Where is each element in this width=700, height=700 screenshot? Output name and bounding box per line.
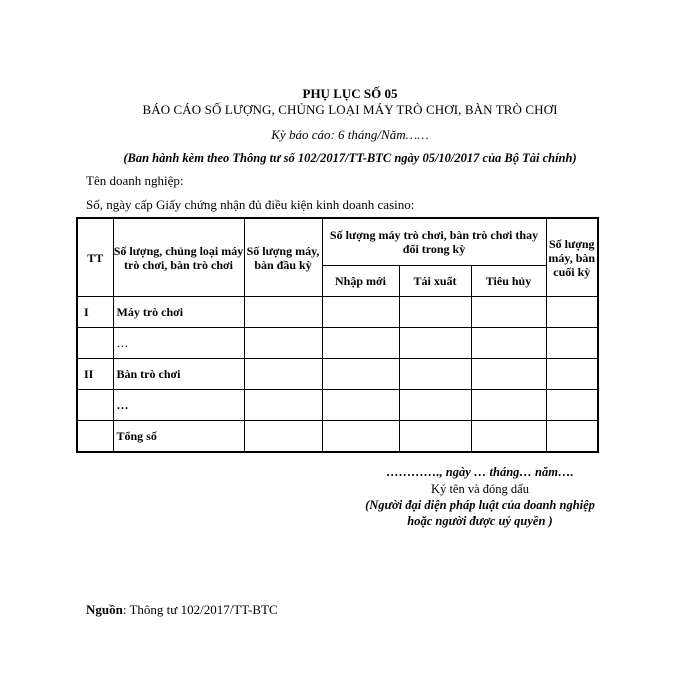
cell-import[interactable] [322,390,399,421]
cell-destroy[interactable] [471,297,546,328]
source-text: : Thông tư 102/2017/TT-BTC [122,602,278,617]
cell-end[interactable] [546,421,598,453]
row-tt [77,421,113,453]
source-note [86,602,278,618]
cell-begin[interactable] [244,359,322,390]
cell-destroy[interactable] [471,390,546,421]
row-label: … [113,328,244,359]
report-period: Kỳ báo cáo: 6 tháng/Năm…… [271,127,429,142]
row-tt [77,390,113,421]
row-label: … [113,390,244,421]
row-tt: I [77,297,113,328]
enterprise-field: Tên doanh nghiệp: [86,173,184,188]
cell-import[interactable] [322,359,399,390]
cell-reexport[interactable] [399,390,471,421]
cell-import[interactable] [322,421,399,453]
cell-import[interactable] [322,328,399,359]
row-tt: II [77,359,113,390]
appendix-title: PHỤ LỤC SỐ 05 [302,86,398,101]
cell-import[interactable] [322,297,399,328]
col-import-header: Nhập mới [322,266,399,297]
table-row [77,297,598,328]
cell-destroy[interactable] [471,359,546,390]
table-row [77,390,598,421]
row-label: Bàn trò chơi [113,359,244,390]
cell-reexport[interactable] [399,328,471,359]
cell-begin[interactable] [244,297,322,328]
col-type-header: Số lượng, chủng loại máy trò chơi, bàn trò chơi [113,218,244,297]
issued-note: (Ban hành kèm theo Thông tư số 102/2017/TT-BTC ngày 05/10/2017 của Bộ Tài chính) [123,151,577,165]
cell-end[interactable] [546,297,598,328]
cell-reexport[interactable] [399,421,471,453]
cell-reexport[interactable] [399,359,471,390]
certificate-field: Số, ngày cấp Giấy chứng nhận đủ điều kiện kinh doanh casino: [86,197,415,212]
row-label: Tổng số [113,421,244,453]
cell-end[interactable] [546,328,598,359]
col-end-header: Số lượng máy, bàn cuối kỳ [546,218,598,297]
signature-authorized: hoặc người được uỷ quyền ) [407,514,553,528]
signature-sign: Ký tên và đóng dấu [431,482,529,496]
col-reexport-header: Tái xuất [399,266,471,297]
cell-begin[interactable] [244,328,322,359]
table-row [77,328,598,359]
cell-end[interactable] [546,390,598,421]
table-row [77,359,598,390]
col-change-header: Số lượng máy trò chơi, bàn trò chơi thay đổi trong kỳ [322,218,546,266]
source-label: Nguồn [86,602,123,617]
signature-date: …………., ngày … tháng… năm…. [386,465,574,479]
cell-destroy[interactable] [471,328,546,359]
col-tt-header: TT [77,218,113,297]
cell-begin[interactable] [244,390,322,421]
cell-destroy[interactable] [471,421,546,453]
report-table [76,217,599,453]
cell-begin[interactable] [244,421,322,453]
report-title: BÁO CÁO SỐ LƯỢNG, CHỦNG LOẠI MÁY TRÒ CHƠI, BÀN TRÒ CHƠI [142,102,558,117]
row-label: Máy trò chơi [113,297,244,328]
cell-end[interactable] [546,359,598,390]
table-row [77,421,598,453]
col-begin-header: Số lượng máy, bàn đầu kỳ [244,218,322,297]
col-destroy-header: Tiêu hủy [471,266,546,297]
signature-representative: (Người đại diện pháp luật của doanh nghiệp [365,498,595,512]
row-tt [77,328,113,359]
cell-reexport[interactable] [399,297,471,328]
